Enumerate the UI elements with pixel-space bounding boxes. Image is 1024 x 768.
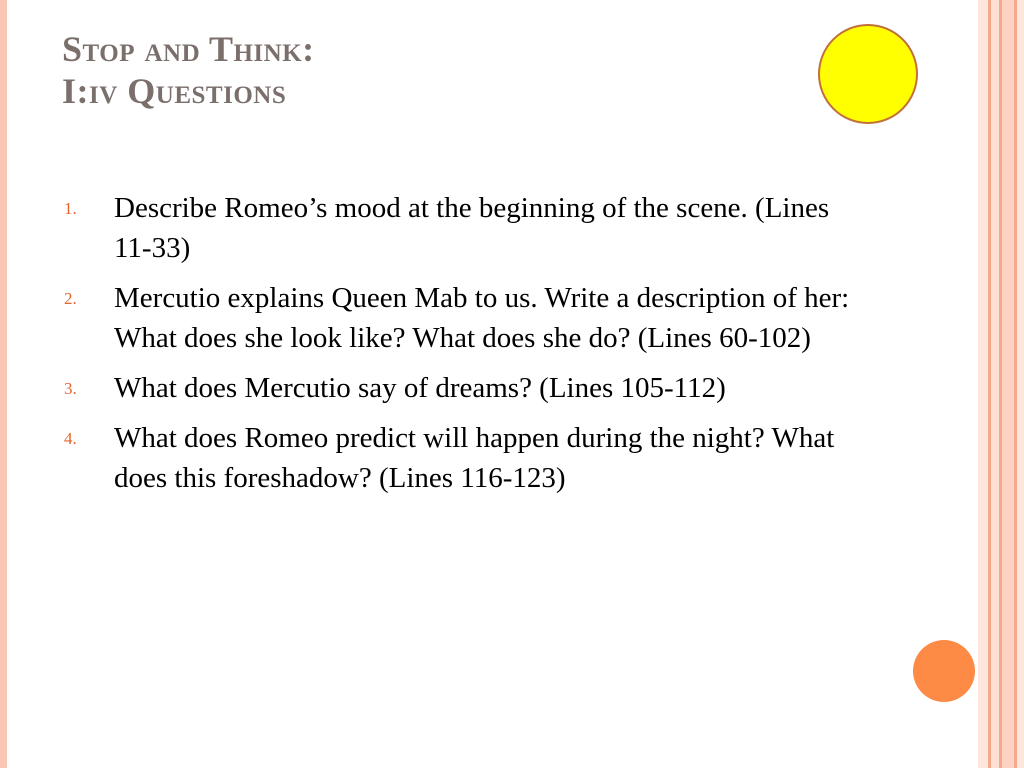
left-border-stripe: [0, 0, 7, 768]
list-item: [64, 188, 864, 268]
list-item-number: 4.: [64, 429, 77, 448]
title-line-2: I:iv Questions: [62, 71, 287, 111]
right-border-stripes: [978, 0, 1024, 768]
list-item: [64, 368, 864, 408]
slide-title: [62, 28, 315, 112]
list-item-text: What does Romeo predict will happen during the night? What does this foreshadow? (Lines 116-123): [114, 422, 835, 494]
list-item-number: 2.: [64, 289, 77, 308]
orange-circle-decoration: [913, 640, 975, 702]
list-item: [64, 418, 864, 498]
question-list: [64, 188, 864, 508]
title-line-1: Stop and Think:: [62, 29, 315, 69]
list-item-text: Describe Romeo’s mood at the beginning of the scene. (Lines 11-33): [114, 192, 830, 264]
yellow-circle-decoration: [818, 24, 918, 124]
list-item: [64, 278, 864, 358]
list-item-number: 3.: [64, 379, 77, 398]
list-item-text: Mercutio explains Queen Mab to us. Write a description of her: What does she look like? What does she do? (Lines 60-102): [114, 282, 850, 354]
list-item-number: 1.: [64, 199, 77, 218]
list-item-text: What does Mercutio say of dreams? (Lines 105-112): [114, 372, 726, 404]
